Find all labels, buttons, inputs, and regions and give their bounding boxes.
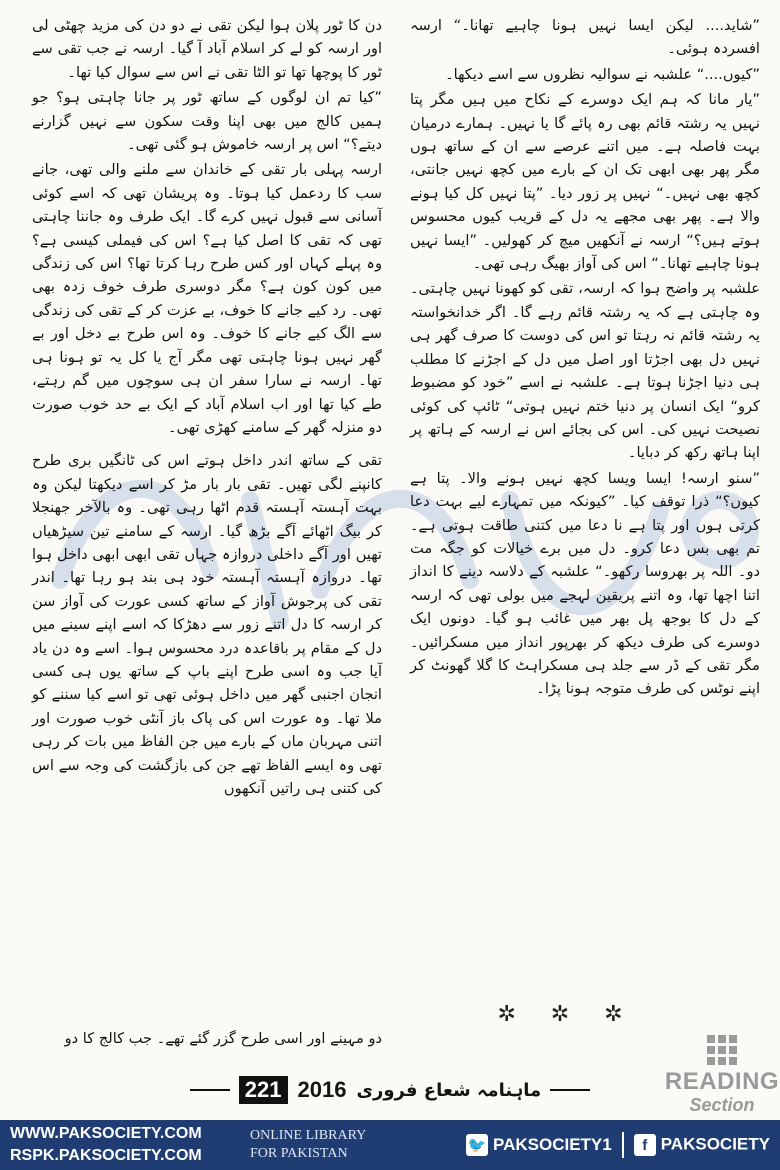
- site-footer: [0, 1120, 780, 1170]
- site-link-www[interactable]: WWW.PAKSOCIETY.COM: [10, 1125, 202, 1142]
- star-icon: ✲: [550, 1002, 570, 1027]
- paragraph: تقی کے ساتھ اندر داخل ہوتے اس کی ٹانگیں بری طرح کانپنے لگی تھیں۔ تقی بار بار مڑ کر اسے دیکھتا لیکن وہ بہت آہستہ آہستہ قدم اٹھا رہی تھی۔ وہ بالآخر جھنجلا کر بیگ اٹھائے آگے بڑھ گیا۔ ارسہ کے سامنے تین سیڑھیاں تھیں اور آگے داخلی دروازہ جہاں تقی ابھی ابھی داخل ہوا تھا۔ دروازہ آہستہ آہستہ خود ہی بند ہو رہا تھا۔ اندر تقی کی پرجوش آواز کے ساتھ کسی عورت کی آواز سن کر ارسہ کا دل اتنے زور سے دھڑکا کہ اسے اپنے سینے میں دل کے مقام پر باقاعدہ درد محسوس ہوا۔ اسے وہ دن یاد آیا جب وہ اسی طرح اپنے باپ کے ساتھ یوں ہی کسی انجان اجنبی گھر میں داخل ہوئی تھی تو اسے کیا سننے کو ملا تھا۔ وہ عورت اس کی پاک باز آنٹی خوب صورت اور اتنی مہربان ماں کے بارے میں جن الفاظ میں بات کر رہی تھی وہ ایسے الفاظ تھے جن کی بازگشت کی وجہ سے اس کی کتنی ہی راتیں آنکھوں: [32, 452, 382, 797]
- page-number: 221: [239, 1076, 288, 1104]
- reading-label: READING: [664, 1068, 780, 1095]
- issue-year: 2016: [297, 1077, 347, 1102]
- twitter-link[interactable]: [466, 1134, 612, 1156]
- star-icon: ✲: [604, 1002, 623, 1027]
- library-label: ONLINE LIBRARY: [250, 1128, 367, 1143]
- magazine-name: ماہنامہ شعاع فروری: [356, 1079, 542, 1101]
- reading-section-badge: [664, 1035, 780, 1120]
- paragraph: دن کا ٹور پلان ہوا لیکن تقی نے دو دن کی مزید چھٹی لی اور ارسہ کو لے کر اسلام آباد آ گیا۔ ارسہ نے جب تقی سے ٹور کا پوچھا تھا تو الٹا تقی نے اس سے سوال کیا تھا۔: [32, 17, 382, 81]
- text-column-right: [410, 14, 760, 703]
- site-link-rspk[interactable]: RSPK.PAKSOCIETY.COM: [10, 1147, 202, 1164]
- facebook-handle: PAKSOCIETY: [660, 1134, 770, 1154]
- library-label-sub: FOR PAKISTAN: [250, 1146, 348, 1161]
- twitter-bird-icon: 🐦: [466, 1134, 488, 1156]
- star-icon: ✲: [497, 1002, 516, 1027]
- paragraph: ارسہ پہلی بار تقی کے خاندان سے ملنے والی تھی، جانے سب کا ردعمل کیا ہوتا۔ وہ پریشان تھی کہ اسے کوئی آسانی سے قبول نہیں کرے گا۔ ایک طرف وہ جاننا چاہتی تھی کہ تقی کا اصل کیا ہے؟ اس کی فیملی کیسی ہے؟ وہ پہلے کہاں اور کس طرح رہا کرتا تھا؟ اس کی زندگی میں کون کون ہے؟ مگر دوسری طرف خوف زدہ بھی تھی۔ رد کیے جانے کا خوف، بے عزت کر کے تقی کی زندگی سے الگ کیے جانے کا خوف۔ وہ اس طرح بے دخل اور بے گھر نہیں ہونا چاہتی تھی مگر آج یا کل یہ تو ہونا ہی تھا۔ ارسہ نے سارا سفر ان ہی سوچوں میں گم رہتے، طے کیا تھا اور اب اسلام آباد کے ایک بے حد خوب صورت دو منزلہ گھر کے سامنے کھڑی تھی۔: [32, 161, 382, 436]
- twitter-handle: PAKSOCIETY1: [493, 1135, 612, 1154]
- grid-dots-icon: [707, 1035, 737, 1065]
- text-column-left: [32, 14, 382, 802]
- paragraph: ”یار مانا کہ ہم ایک دوسرے کے نکاح میں ہیں مگر پتا نہیں یہ رشتہ قائم بھی رہ پائے گا یا نہیں۔ ہمارے درمیان بہت فاصلہ ہے۔ میں اتنے عرصے سے ان کے ساتھ ہوں مگر پھر بھی ابھی تک ان کے بارے میں کچھ نہیں جانتی، کچھ بھی نہیں۔“ نہیں پر زور دیا۔ ”پتا نہیں کل کیا ہونے والا ہے۔ پھر بھی مجھے یہ دل کے قریب کیوں محسوس ہوتے ہیں؟“ ارسہ نے آنکھیں میچ کر کھولیں۔ ”ایسا نہیں ہونا چاہیے تھانا۔“ اس کی آواز بھیگ رہی تھی۔: [410, 91, 760, 273]
- section-break-stars: [480, 1002, 640, 1027]
- paragraph: ”سنو ارسہ! ایسا ویسا کچھ نہیں ہونے والا۔ پتا ہے کیوں؟“ ذرا توقف کیا۔ ”کیونکہ میں تمہارے لیے بہت دعا کرتی ہوں اور پتا ہے نا دعا میں کتنی طاقت ہوتی ہے۔ تم بھی بس دعا کرو۔ دل میں برے خیالات کو جگہ مت دو۔ اللہ پر بھروسا رکھو۔“ علشبہ کے دلاسہ دینے کا انداز اتنا اچھا تھا، وہ اتنے پریقین لہجے میں بولی تھی کہ ارسہ کے دل کا بوجھ پل بھر میں غائب ہو گیا۔ دونوں ایک دوسرے کی طرف دیکھ کر بھرپور انداز میں مسکرائیں۔ مگر تقی کے ڈر سے جلد ہی مسکراہٹ کا گلا گھونٹ کر اپنے نوٹس کی طرف متوجہ ہونا پڑا۔: [410, 469, 760, 698]
- section-label: Section: [689, 1095, 755, 1115]
- page-folio: [190, 1070, 590, 1110]
- footer-divider: [622, 1132, 624, 1158]
- paragraph: ”شاید.... لیکن ایسا نہیں ہونا چاہیے تھانا۔“ ارسہ افسردہ ہوئی۔: [410, 17, 760, 58]
- paragraph: علشبہ پر واضح ہوا کہ ارسہ، تقی کو کھونا نہیں چاہتی۔ وہ چاہتی ہے کہ یہ رشتہ قائم رہے گا۔ اگر خدانخواستہ یہ رشتہ قائم نہ رہتا تو اس کی دوست کا صرف گھر ہی نہیں دل بھی اجڑتا اور اصل میں دل کے اجڑنے کا مطلب ہی دنیا اجڑنا ہوتا ہے۔ علشبہ نے اسے ”خود کو مضبوط کرو“ ایک انسان پر دنیا ختم نہیں ہوتی“ ٹائپ کی کوئی نصیحت نہیں کی۔ اس کی بجائے اس نے ارسہ کے ہاتھ پر اپنا ہاتھ رکھ کر دبایا۔: [410, 280, 760, 462]
- facebook-icon: f: [634, 1134, 656, 1156]
- paragraph: ”کیا تم ان لوگوں کے ساتھ ٹور پر جانا چاہتی ہو؟ جو ہمیں کالج میں بھی اپنا وقت سکون سے نہیں گزارنے دیتے؟“ اس پر ارسہ خاموش ہو گئی تھی۔: [32, 89, 382, 154]
- facebook-link[interactable]: [634, 1134, 770, 1156]
- paragraph: ”کیوں....“ علشبہ نے سوالیہ نظروں سے اسے دیکھا۔: [445, 65, 760, 83]
- continuation-line: دو مہینے اور اسی طرح گزر گئے تھے۔ جب کالج کا دو: [64, 1030, 382, 1047]
